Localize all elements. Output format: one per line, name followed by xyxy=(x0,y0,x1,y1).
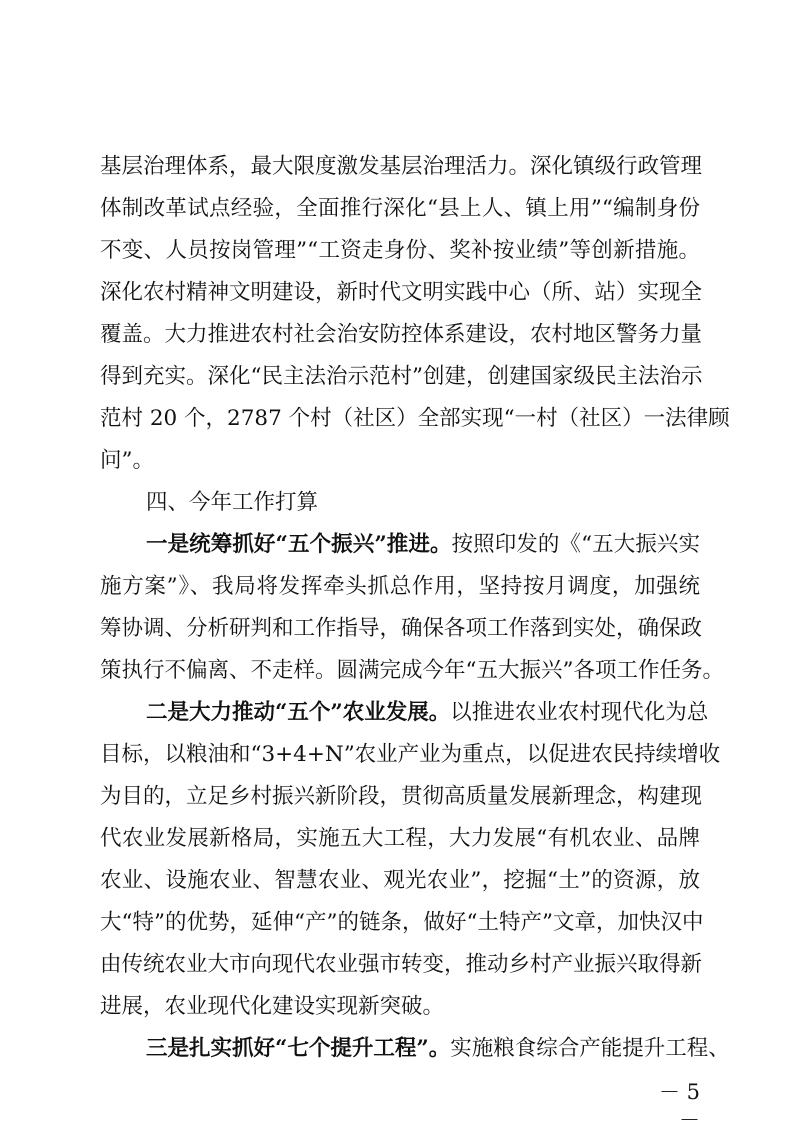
body-text-line: 筹协调、分析研判和工作指导，确保各项工作落到实处，确保政 xyxy=(100,616,703,641)
body-text-line: 体制改革试点经验，全面推行深化“县上人、镇上用”“编制身份 xyxy=(100,196,700,221)
body-text-line: 进展，农业现代化建设实现新突破。 xyxy=(100,994,445,1019)
item3-first-rest: 实施粮食综合产能提升工程、 xyxy=(450,1036,730,1061)
body-text-line: 问”。 xyxy=(100,448,154,473)
item2-first-line xyxy=(146,698,709,728)
body-text-line: 范村 20 个，2787 个村（社区）全部实现“一村（社区）一法律顾 xyxy=(100,406,730,431)
item2-lead: 二是大力推动“五个”农业发展。 xyxy=(146,700,451,725)
body-text-line: 施方案”》、我局将发挥牵头抓总作用，坚持按月调度，加强统 xyxy=(100,574,700,599)
item2-first-rest: 以推进农业农村现代化为总 xyxy=(450,700,709,725)
body-text-line: 基层治理体系，最大限度激发基层治理活力。深化镇级行政管理 xyxy=(100,154,703,179)
body-text-line: 得到充实。深化“民主法治示范村”创建，创建国家级民主法治示 xyxy=(100,364,703,389)
body-text-line: 为目的，立足乡村振兴新阶段，贯彻高质量发展新理念，构建现 xyxy=(100,784,703,809)
section-heading: 四、今年工作打算 xyxy=(146,490,319,515)
item1-first-line xyxy=(146,530,700,560)
body-text-line: 不变、人员按岗管理”“工资走身份、奖补按业绩”等创新措施。 xyxy=(100,238,700,263)
item3-lead: 三是扎实抓好“七个提升工程”。 xyxy=(146,1036,451,1061)
body-text-line: 覆盖。大力推进农村社会治安防控体系建设，农村地区警务力量 xyxy=(100,322,703,347)
body-text-line: 策执行不偏离、不走样。圆满完成今年“五大振兴”各项工作任务。 xyxy=(100,658,724,683)
item3-first-line xyxy=(146,1034,730,1064)
item1-lead: 一是统筹抓好“五个振兴”推进。 xyxy=(146,532,452,557)
body-text-line: 由传统农业大市向现代农业强市转变，推动乡村产业振兴取得新 xyxy=(100,952,703,977)
item1-first-rest: 按照印发的《“五大振兴实 xyxy=(451,532,700,557)
body-text-line: 目标，以粮油和“3+4+N”农业产业为重点，以促进农民持续增收 xyxy=(100,742,721,767)
body-text-line: 深化农村精神文明建设，新时代文明实践中心（所、站）实现全 xyxy=(100,280,703,305)
page-number: － 5 － xyxy=(658,1080,700,1132)
body-text-line: 代农业发展新格局，实施五大工程，大力发展“有机农业、品牌 xyxy=(100,826,700,851)
body-text-line: 大“特”的优势，延伸“产”的链条，做好“土特产”文章，加快汉中 xyxy=(100,910,704,935)
body-text-line: 农业、设施农业、智慧农业、观光农业”，挖掘“土”的资源，放 xyxy=(100,868,700,893)
